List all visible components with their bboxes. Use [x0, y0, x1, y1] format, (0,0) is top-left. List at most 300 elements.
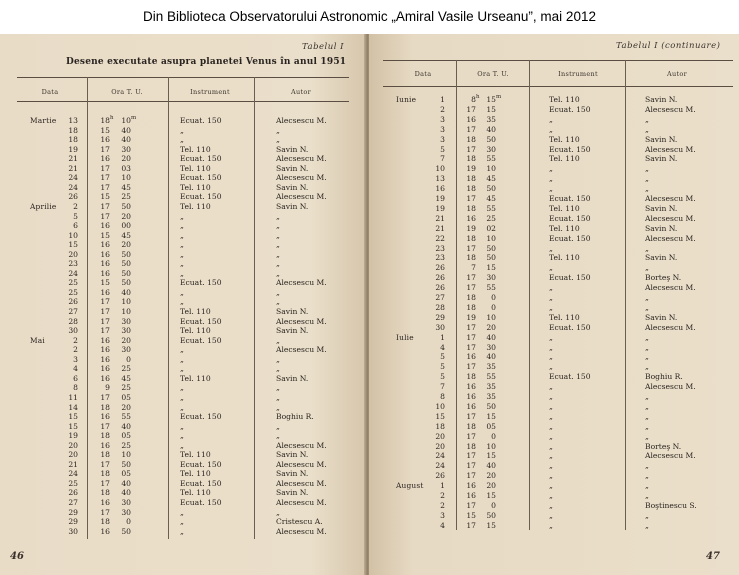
table-row — [369, 393, 739, 401]
row-instrument: „ — [549, 461, 553, 471]
row-author: „ — [645, 491, 649, 500]
row-day: 30 — [68, 526, 78, 536]
row-day: 5 — [440, 144, 445, 154]
row-author: „ — [276, 249, 280, 259]
row-day: 15 — [68, 421, 78, 431]
row-hour: 16 — [100, 364, 110, 374]
row-instrument: „ — [549, 332, 553, 342]
row-author: „ — [645, 124, 649, 134]
row-day: 20 — [435, 431, 445, 441]
row-hour: 15 — [100, 192, 110, 202]
row-instrument: Ecuat. 150 — [180, 412, 222, 422]
row-hour: 17 — [466, 471, 476, 481]
row-author: Alecsescu M. — [276, 116, 327, 125]
row-author: „ — [645, 352, 649, 362]
row-instrument: „ — [549, 263, 553, 273]
row-author: Alecsescu M. — [276, 440, 327, 450]
row-day: 20 — [68, 440, 78, 450]
row-author: „ — [645, 263, 649, 273]
table-row — [0, 146, 366, 154]
row-minute: 15 — [486, 520, 496, 530]
table-row — [0, 461, 366, 469]
row-day: 3 — [440, 124, 445, 134]
row-hour: 19 — [466, 223, 476, 233]
row-minute: 03 — [121, 163, 131, 173]
row-instrument: Ecuat. 150 — [180, 192, 222, 202]
row-day: 29 — [68, 517, 78, 527]
row-instrument: „ — [549, 283, 553, 293]
row-minute: 40 — [486, 332, 496, 342]
row-minute: 25 — [121, 383, 131, 393]
table-row — [0, 222, 366, 230]
table-row — [369, 185, 739, 193]
table-row — [0, 394, 366, 402]
row-author: Savin N. — [276, 163, 309, 173]
row-author: Cristescu A. — [276, 517, 323, 527]
row-instrument: Tel. 110 — [549, 203, 580, 213]
row-hour: 17 — [466, 322, 476, 332]
row-minute: 10 — [121, 173, 131, 183]
row-author: Boştinescu S. — [645, 500, 697, 510]
row-author: Alecsescu M. — [276, 498, 327, 507]
row-hour: 15 — [100, 230, 110, 240]
row-author: Alecsescu M. — [645, 233, 696, 243]
row-minute: 50 — [486, 243, 496, 253]
row-author: Savin N. — [276, 469, 309, 479]
row-hour: 16 — [466, 481, 476, 491]
row-author: „ — [276, 125, 280, 135]
row-instrument: Ecuat. 150 — [549, 233, 591, 243]
table-row — [369, 353, 739, 361]
row-author: Borteş N. — [645, 273, 682, 283]
row-author: Savin N. — [645, 312, 678, 322]
table-row — [369, 403, 739, 411]
row-instrument: „ — [180, 383, 184, 393]
row-minute: 30 — [486, 273, 496, 283]
row-hour: 16 — [466, 392, 476, 401]
table-row — [369, 502, 739, 510]
row-hour: 16 — [100, 259, 110, 269]
table-row — [369, 492, 739, 500]
row-instrument: Tel. 110 — [549, 154, 580, 164]
row-day: 30 — [68, 326, 78, 336]
table-row — [369, 136, 739, 144]
row-hour: 18 — [100, 450, 110, 460]
row-minute: 10 — [121, 116, 131, 125]
table-row — [369, 116, 739, 124]
row-day: 22 — [435, 233, 445, 243]
row-day: 29 — [68, 507, 78, 517]
row-hour: 18 — [466, 174, 476, 184]
row-author: Savin N. — [645, 95, 678, 104]
row-minute: 30 — [121, 326, 131, 336]
row-day: 26 — [68, 488, 78, 498]
table-row — [0, 318, 366, 326]
row-instrument: Ecuat. 150 — [180, 335, 222, 345]
table-row — [0, 365, 366, 373]
row-minute: 55 — [121, 412, 131, 422]
left-page — [0, 34, 366, 575]
row-minute: 10 — [486, 441, 496, 451]
table-row — [369, 512, 739, 520]
row-minute: 40 — [486, 461, 496, 471]
row-hour: 16 — [100, 526, 110, 536]
row-hour: 16 — [100, 240, 110, 250]
row-instrument: Ecuat. 150 — [180, 116, 222, 125]
table-row — [369, 155, 739, 163]
table-row — [369, 433, 739, 441]
row-author: Savin N. — [645, 203, 678, 213]
row-day: 18 — [68, 135, 78, 145]
row-minute: 30 — [121, 507, 131, 517]
row-day: 3 — [440, 114, 445, 124]
row-day: 26 — [435, 273, 445, 283]
row-minute: 30 — [486, 342, 496, 352]
row-minute: 15 — [486, 451, 496, 461]
table-row — [369, 175, 739, 183]
table-row — [369, 383, 739, 391]
row-minute: 55 — [486, 154, 496, 164]
row-author: „ — [645, 362, 649, 372]
row-minute: 40 — [486, 352, 496, 362]
row-hour: 16 — [100, 268, 110, 278]
table-row — [0, 241, 366, 249]
hour-unit: h — [476, 94, 480, 100]
row-minute: 30 — [121, 498, 131, 507]
row-day: 15 — [68, 240, 78, 250]
row-day: 15 — [435, 411, 445, 421]
row-instrument: „ — [180, 431, 184, 441]
row-instrument: Ecuat. 150 — [549, 322, 591, 332]
row-day: 7 — [440, 154, 445, 164]
table-row — [369, 373, 739, 381]
row-author: Savin N. — [276, 373, 309, 383]
row-author: Boghiu R. — [276, 412, 314, 422]
table-row — [0, 518, 366, 526]
table-row — [369, 264, 739, 272]
row-instrument: Tel. 110 — [180, 488, 211, 498]
row-minute: 20 — [486, 322, 496, 332]
row-author: „ — [276, 297, 280, 307]
row-hour: 16 — [100, 154, 110, 164]
row-hour: 16 — [100, 221, 110, 231]
row-minute: 10 — [486, 312, 496, 322]
row-minute: 15 — [486, 411, 496, 421]
row-author: Alecsescu M. — [276, 526, 327, 536]
row-instrument: „ — [549, 342, 553, 352]
row-author: Alecsescu M. — [276, 478, 327, 488]
table-row — [0, 174, 366, 182]
row-author: „ — [645, 481, 649, 491]
page-number: 46 — [10, 551, 24, 562]
row-month: Iulie — [396, 332, 414, 342]
row-hour: 17 — [466, 342, 476, 352]
row-day: 19 — [435, 203, 445, 213]
row-hour: 17 — [100, 144, 110, 154]
row-instrument: Ecuat. 150 — [549, 144, 591, 154]
row-day: 5 — [440, 352, 445, 362]
row-author: „ — [645, 302, 649, 312]
row-day: 26 — [68, 192, 78, 202]
row-day: 27 — [435, 293, 445, 302]
row-author: Alecsescu M. — [276, 154, 327, 164]
row-minute: 45 — [486, 174, 496, 184]
row-minute: 50 — [486, 253, 496, 263]
row-minute: 40 — [121, 488, 131, 498]
row-author: „ — [276, 287, 280, 297]
header-instrument: Instrument — [190, 88, 230, 96]
row-day: 18 — [435, 421, 445, 431]
row-day: 25 — [68, 278, 78, 288]
row-day: 7 — [440, 382, 445, 392]
row-hour: 18 — [100, 431, 110, 441]
row-day: 21 — [435, 213, 445, 223]
row-instrument: Tel. 110 — [180, 144, 211, 154]
table-row — [0, 337, 366, 345]
row-hour: 17 — [466, 431, 476, 441]
row-minute: 40 — [121, 478, 131, 488]
row-instrument: „ — [180, 125, 184, 135]
row-hour: 18 — [100, 517, 110, 527]
row-author: Alecsescu M. — [645, 144, 696, 154]
row-instrument: „ — [180, 440, 184, 450]
row-author: Savin N. — [276, 326, 309, 336]
row-author: „ — [645, 114, 649, 124]
table-row — [369, 146, 739, 154]
row-author: Alecsescu M. — [276, 345, 327, 355]
row-hour: 16 — [466, 213, 476, 223]
row-day: 1 — [440, 481, 445, 491]
row-minute: 02 — [486, 223, 496, 233]
tabel-label: Tabelul I — [302, 42, 345, 52]
row-minute: 50 — [486, 401, 496, 411]
row-instrument: „ — [549, 510, 553, 520]
row-hour: 18 — [466, 293, 476, 302]
row-instrument: „ — [180, 230, 184, 240]
row-minute: 05 — [486, 421, 496, 431]
row-minute: 55 — [486, 372, 496, 382]
table-row — [0, 232, 366, 240]
row-day: 23 — [68, 259, 78, 269]
row-instrument: „ — [549, 362, 553, 372]
row-hour: 18 — [466, 203, 476, 213]
row-minute: 45 — [486, 194, 496, 203]
table-row — [0, 165, 366, 173]
row-minute: 0 — [126, 517, 131, 527]
row-hour: 17 — [100, 326, 110, 336]
row-hour: 15 — [466, 510, 476, 520]
row-minute: 50 — [486, 510, 496, 520]
row-minute: 30 — [121, 345, 131, 355]
row-hour: 19 — [466, 312, 476, 322]
row-author: „ — [276, 240, 280, 250]
row-author: Savin N. — [276, 144, 309, 154]
table-row — [0, 346, 366, 354]
row-day: 23 — [435, 253, 445, 263]
row-day: 28 — [435, 302, 445, 312]
row-author: Alecsescu M. — [276, 316, 327, 326]
row-author: „ — [645, 184, 649, 194]
row-hour: 17 — [100, 201, 110, 211]
row-hour: 19 — [466, 164, 476, 174]
row-instrument: „ — [549, 481, 553, 491]
row-minute: 45 — [121, 230, 131, 240]
row-hour: 15 — [100, 278, 110, 288]
table-row — [0, 184, 366, 192]
row-instrument: „ — [549, 431, 553, 441]
row-day: 24 — [68, 173, 78, 183]
row-day: 26 — [435, 263, 445, 273]
row-hour: 17 — [100, 507, 110, 517]
row-day: 25 — [68, 287, 78, 297]
table-row — [0, 327, 366, 335]
table-title: Desene executate asupra planetei Venus în anul 1951 — [66, 57, 347, 67]
row-author: Savin N. — [645, 253, 678, 263]
row-instrument: Tel. 110 — [549, 253, 580, 263]
row-hour: 16 — [100, 412, 110, 422]
row-hour: 17 — [466, 520, 476, 530]
table-row — [0, 127, 366, 135]
row-day: 19 — [68, 144, 78, 154]
row-instrument: Ecuat. 150 — [180, 316, 222, 326]
row-hour: 7 — [471, 263, 476, 273]
table-row — [369, 324, 739, 332]
row-instrument: Ecuat. 150 — [180, 173, 222, 183]
row-minute: 05 — [121, 469, 131, 479]
row-minute: 10 — [486, 233, 496, 243]
row-day: 2 — [440, 491, 445, 500]
table-row — [369, 235, 739, 243]
row-instrument: „ — [549, 382, 553, 392]
table-row — [0, 251, 366, 259]
row-hour: 16 — [466, 491, 476, 500]
row-day: 1 — [440, 332, 445, 342]
row-author: Alecsescu M. — [645, 213, 696, 223]
row-hour: 17 — [466, 362, 476, 372]
row-author: „ — [276, 431, 280, 441]
table-row — [369, 334, 739, 342]
row-minute: 15 — [486, 95, 496, 104]
row-day: 6 — [73, 373, 78, 383]
row-minute: 20 — [121, 211, 131, 221]
row-author: „ — [645, 471, 649, 481]
row-hour: 16 — [466, 352, 476, 362]
row-hour: 17 — [100, 392, 110, 402]
row-hour: 18 — [466, 134, 476, 144]
table-row — [0, 289, 366, 297]
row-day: 2 — [440, 104, 445, 114]
row-day: 8 — [73, 383, 78, 393]
row-day: 26 — [435, 283, 445, 293]
row-minute: 05 — [121, 392, 131, 402]
row-hour: 9 — [105, 383, 110, 393]
row-hour: 17 — [100, 297, 110, 307]
row-month: August — [396, 481, 424, 491]
row-author: Savin N. — [276, 488, 309, 498]
row-hour: 17 — [466, 283, 476, 293]
row-instrument: Ecuat. 150 — [549, 104, 591, 114]
header-autor: Autor — [666, 70, 687, 78]
row-hour: 16 — [100, 249, 110, 259]
row-hour: 16 — [100, 498, 110, 507]
row-instrument: „ — [549, 293, 553, 302]
row-author: Savin N. — [276, 201, 309, 211]
row-day: 26 — [435, 471, 445, 481]
table-row — [369, 126, 739, 134]
table-row — [369, 106, 739, 114]
row-hour: 16 — [466, 401, 476, 411]
row-day: 2 — [73, 345, 78, 355]
row-instrument: „ — [180, 345, 184, 355]
row-instrument: „ — [180, 517, 184, 527]
row-day: 21 — [68, 154, 78, 164]
row-author: Alecsescu M. — [645, 283, 696, 293]
table-row — [0, 489, 366, 497]
row-instrument: „ — [180, 402, 184, 412]
row-minute: 55 — [486, 283, 496, 293]
header-bottom-rule — [17, 101, 349, 102]
row-author: „ — [645, 411, 649, 421]
row-day: 24 — [68, 268, 78, 278]
row-author: Alecsescu M. — [276, 173, 327, 183]
row-day: 27 — [68, 307, 78, 316]
row-instrument: „ — [549, 302, 553, 312]
row-author: Savin N. — [645, 134, 678, 144]
row-author: Alecsescu M. — [645, 451, 696, 461]
table-row — [0, 279, 366, 287]
row-day: 19 — [68, 431, 78, 441]
row-day: 29 — [435, 312, 445, 322]
row-minute: 40 — [121, 421, 131, 431]
tabel-label: Tabelul I (continuare) — [616, 41, 721, 51]
row-instrument: „ — [549, 401, 553, 411]
row-hour: 17 — [466, 194, 476, 203]
row-instrument: „ — [549, 491, 553, 500]
row-hour: 18 — [100, 116, 110, 125]
row-hour: 16 — [100, 354, 110, 364]
row-author: „ — [276, 135, 280, 145]
table-row — [0, 451, 366, 459]
table-row — [369, 254, 739, 262]
row-instrument: „ — [549, 352, 553, 362]
row-hour: 17 — [466, 124, 476, 134]
row-hour: 17 — [100, 173, 110, 183]
row-author: „ — [276, 392, 280, 402]
row-instrument: Tel. 110 — [180, 450, 211, 460]
row-day: 25 — [68, 478, 78, 488]
row-author: „ — [645, 164, 649, 174]
row-month: Mai — [30, 335, 45, 345]
row-minute: 35 — [486, 362, 496, 372]
row-hour: 17 — [100, 211, 110, 221]
row-minute: 10 — [121, 450, 131, 460]
table-row — [0, 260, 366, 268]
row-instrument: Ecuat. 150 — [180, 478, 222, 488]
row-instrument: „ — [549, 421, 553, 431]
header-ora: Ora T. U. — [477, 70, 509, 78]
row-instrument: Ecuat. 150 — [549, 194, 591, 203]
row-instrument: „ — [180, 249, 184, 259]
row-hour: 16 — [100, 287, 110, 297]
row-author: „ — [645, 293, 649, 302]
row-day: 5 — [440, 372, 445, 382]
row-day: 28 — [68, 316, 78, 326]
row-author: „ — [276, 383, 280, 393]
row-author: „ — [645, 392, 649, 401]
row-instrument: Ecuat. 150 — [549, 273, 591, 283]
row-hour: 17 — [466, 144, 476, 154]
table-row — [0, 375, 366, 383]
